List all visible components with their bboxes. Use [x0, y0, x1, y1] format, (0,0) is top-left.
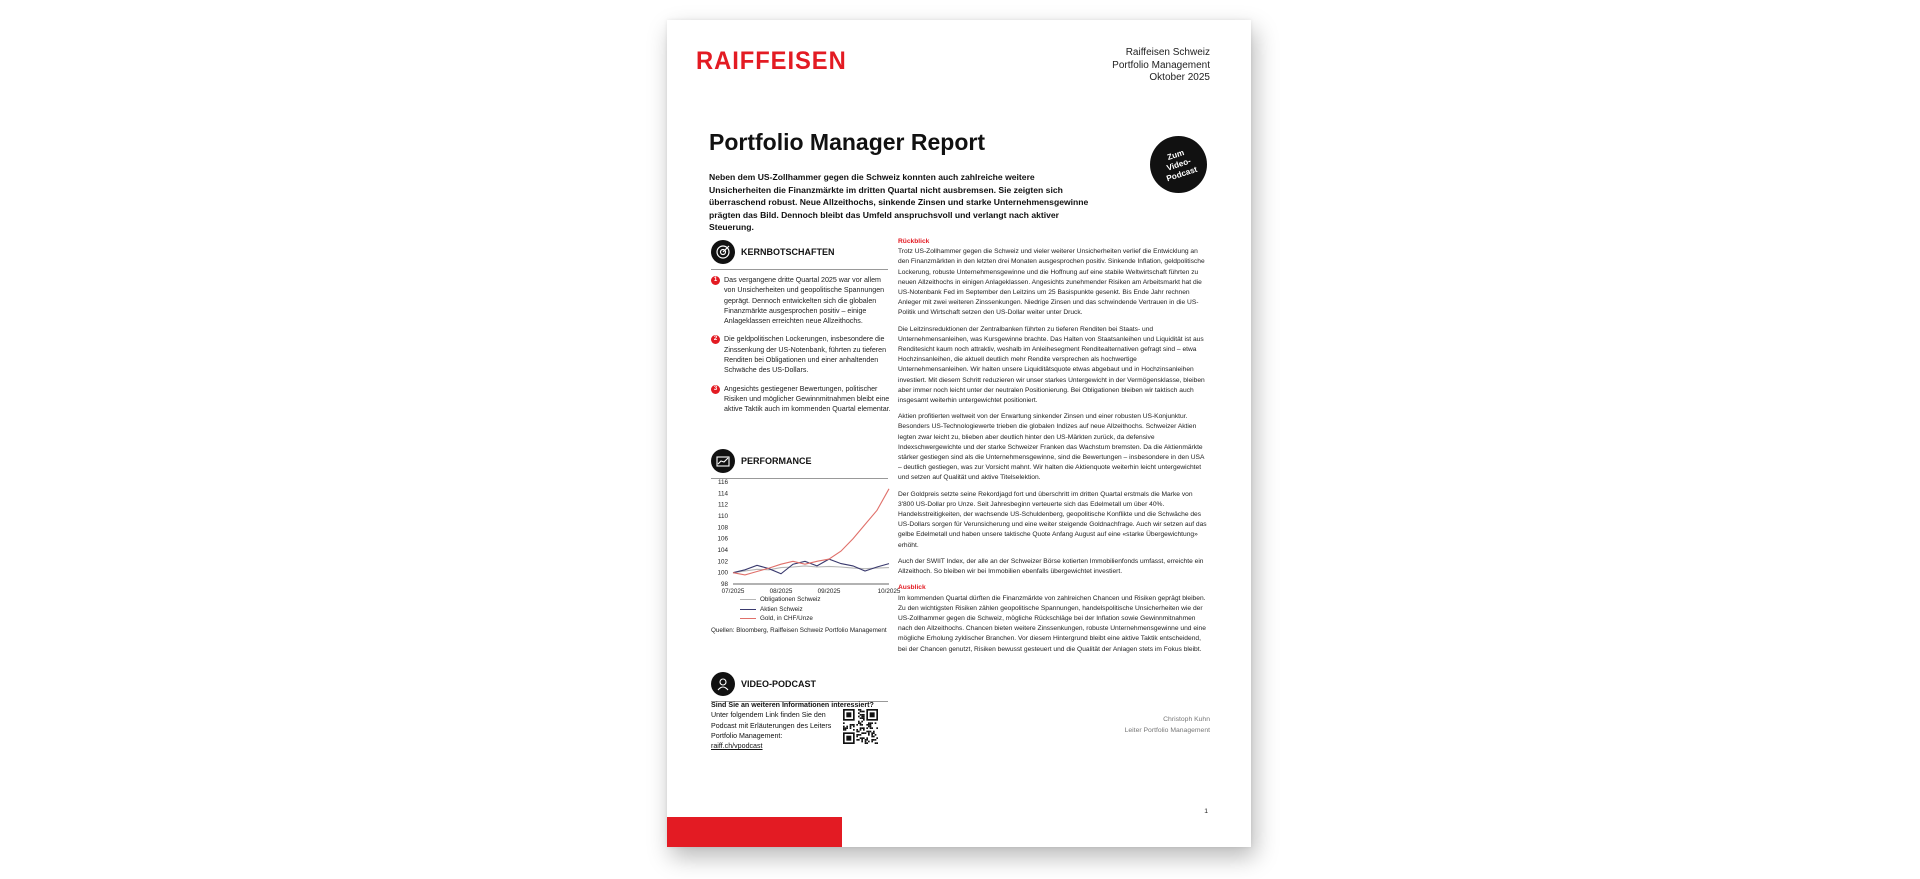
kernbotschaften-list [711, 275, 892, 423]
qr-module [858, 709, 860, 711]
qr-module [870, 722, 872, 724]
paragraph: Die Leitzinsreduktionen der Zentralbanken führten zu tieferen Renditen bei Staats- und Unternehmensanleihen, was Kursgewinne brachte. Das Halten von Staatsanleihen und Liquidität ist aus Renditesicht kaum noch attraktiv, weshalb im Anleihesegment Renditealternativen gefragt sind – etwa Hochzinsanleihen, die aktuell deutlich mehr Rendite versprechen als hochwertige Unternehmensanleihen. Wir halten unsere Liquiditätsquote etwas abgebaut und in Hochzinsanleihen investiert. Mit diesem Schritt reduzieren wir unser starkes Untergewicht in der Vermögensklasse, bleiben aber immer noch leicht unter der neutralen Positionierung. Bei Obligationen bleiben wir taktisch auch insgesamt weiterhin untergewichtet positioniert. [898, 325, 1205, 405]
qr-module [858, 712, 860, 714]
qr-module [870, 712, 875, 717]
qr-module [845, 729, 847, 731]
qr-module [876, 737, 878, 739]
qr-module [853, 729, 855, 731]
paragraph: Trotz US-Zollhammer gegen die Schweiz und vieler weiterer Unsicherheiten verlief die Entwicklung an den Finanzmärkten in den letzten drei Monaten ausgesprochen positiv. Sinkende Inflation, geldpolitische Lockerung, robuste Unternehmensgewinne und die Hoffnung auf eine stabile Weltwirtschaft führten zu neuen Allzeithochs in einigen Anlageklassen. Angesichts zunehmender Risiken am Arbeitsmarkt hat die US-Notenbank Fed im September den Leitzins um 25 Basispunkte gesenkt. Bis Ende Jahr rechnen Anleger mit zwei weiteren Zinssenkungen. Niedrige Zinsen und das schwindende Vertrauen in die US-Politik und Wirtschaft setzen den US-Dollar weiter unter Druck. [898, 248, 1205, 317]
qr-module [861, 716, 863, 718]
lead-paragraph: Neben dem US-Zollhammer gegen die Schweiz konnten auch zahlreiche weitere Unsicherheiten die Finanzmärkte im dritten Quartal nicht ausbremsen. Sie zeigten sich überraschend robust. Neue Allzeithochs, sinkende Zinsen und starke Unternehmensgewinne prägten das Bild. Dennoch bleibt das Umfeld anspruchsvoll und verlangt nach aktiver Steuerung. [709, 172, 1089, 233]
qr-module [865, 739, 867, 741]
qr-module [871, 739, 873, 741]
qr-module [850, 726, 852, 728]
qr-module [871, 722, 873, 724]
kernbotschaften-header [711, 240, 835, 264]
qr-module [856, 731, 858, 733]
qr-module [863, 711, 865, 713]
qr-module [861, 724, 863, 726]
legend-item [740, 605, 821, 615]
qr-module [866, 727, 868, 729]
qr-module [845, 727, 847, 729]
legend-swatch [740, 599, 756, 600]
performance-title: PERFORMANCE [741, 456, 812, 466]
qr-module [856, 739, 858, 741]
qr-module [860, 714, 862, 716]
paragraph: Im kommenden Quartal dürften die Finanzmärkte von zahlreichen Chancen und Risiken geprägt bleiben. Zu den wichtigsten Risiken zählen geopolitische Spannungen, handelspolitische Unsicherheiten wie der US-Zollhammer gegen die Schweiz, mögliche Rückschläge bei der Inflation sowie Gewinnmitnahmen nach den Allzeithochs. Chancen bieten weitere Zinssenkungen, robuste Unternehmensgewinne und eine mögliche Erholung zyklischer Branchen. Vor diesem Hintergrund bleibt eine aktive Taktik entscheidend, bei der Chancen genutzt, Risiken bewusst gesteuert und die Qualität der Anlagen stets im Fokus bleibt. [898, 594, 1206, 653]
videopodcast-question: Sind Sie an weiteren Informationen interessiert? [711, 701, 874, 709]
qr-module [846, 726, 848, 728]
footer-red-bar [667, 817, 842, 847]
x-tick-label: 10/2025 [877, 588, 901, 595]
qr-module [861, 717, 863, 719]
qr-module [863, 717, 865, 719]
qr-module [856, 724, 858, 726]
list-item [711, 275, 892, 326]
video-podcast-badge[interactable] [1150, 136, 1207, 193]
qr-module [860, 727, 862, 729]
qr-module [850, 724, 852, 726]
y-tick-label: 106 [717, 535, 728, 543]
qr-module [871, 736, 873, 738]
qr-module [868, 734, 870, 736]
qr-module [870, 731, 872, 733]
legend-swatch [740, 609, 756, 610]
raiffeisen-logo: RAIFFEISEN [696, 47, 847, 75]
legend-item [740, 614, 821, 624]
video-icon [711, 672, 735, 696]
y-tick-label: 110 [717, 513, 728, 520]
header-date: Oktober 2025 [1149, 72, 1210, 83]
paragraph: Auch der SWIIT Index, der alle an der Schweizer Börse kotierten Immobilienfonds umfasst, erreichte ein Allzeithoch. So bleiben wir bei Immobilien ebenfalls übergewichtet investiert. [898, 557, 1204, 576]
qr-module [861, 711, 863, 713]
item-number: 3 [711, 385, 720, 394]
item-number: 2 [711, 335, 720, 344]
item-number: 1 [711, 276, 720, 285]
qr-module [860, 711, 862, 713]
qr-module [870, 727, 872, 729]
qr-module [868, 722, 870, 724]
page-title: Portfolio Manager Report [709, 129, 986, 155]
qr-module [866, 739, 868, 741]
qr-module [843, 726, 845, 728]
qr-module [861, 737, 863, 739]
section-heading-rueckblick: Rückblick [898, 238, 930, 245]
qr-module [858, 731, 860, 733]
qr-module [875, 742, 877, 744]
y-tick-label: 116 [717, 479, 728, 486]
qr-module [858, 734, 860, 736]
legend-item [740, 595, 821, 605]
qr-module [866, 737, 868, 739]
y-tick-label: 98 [720, 581, 728, 588]
qr-module [861, 727, 863, 729]
qr-module [853, 726, 855, 728]
qr-module [861, 721, 863, 723]
qr-module [865, 742, 867, 744]
qr-module [858, 739, 860, 741]
qr-module [873, 739, 875, 741]
chart-sources: Quellen: Bloomberg, Raiffeisen Schweiz Portfolio Management [711, 627, 887, 634]
header-dept: Portfolio Management [1112, 59, 1210, 71]
qr-module [861, 741, 863, 743]
qr-module [875, 722, 877, 724]
qr-module [866, 731, 868, 733]
article-body [898, 237, 1208, 661]
chart-legend [740, 595, 821, 624]
kernbotschaften-title: KERNBOTSCHAFTEN [741, 247, 835, 257]
qr-module [856, 734, 858, 736]
performance-chart [711, 476, 901, 604]
qr-module [860, 724, 862, 726]
section-heading-ausblick: Ausblick [898, 584, 926, 592]
qr-module [860, 722, 862, 724]
qr-code-icon[interactable] [843, 709, 878, 744]
y-tick-label: 108 [717, 524, 728, 532]
qr-module [860, 729, 862, 731]
qr-module [870, 726, 872, 728]
qr-module [853, 724, 855, 726]
y-tick-label: 114 [717, 490, 728, 498]
qr-module [863, 729, 865, 731]
legend-label: Obligationen Schweiz [760, 596, 821, 603]
qr-module [858, 721, 860, 723]
series-line [733, 489, 889, 575]
qr-module [871, 734, 873, 736]
qr-module [865, 732, 867, 734]
qr-module [863, 716, 865, 718]
qr-module [860, 709, 862, 711]
qr-module [873, 736, 875, 738]
qr-module [873, 731, 875, 733]
qr-module [856, 736, 858, 738]
author-role: Leiter Portfolio Management [1124, 727, 1210, 734]
x-tick-label: 07/2025 [721, 588, 745, 595]
qr-module [858, 716, 860, 718]
paragraph: Aktien profitierten weltweit von der Erwartung sinkender Zinsen und einer robusten US-Konjunktur. Besonders US-Technologiewerte trieben die globalen Indizes auf neue Allzeithochs. Schweizer Aktien legten zwar leicht zu, blieben aber deutlich hinter den US-Märkten zurück, da defensive Indexschwergewichte und der starke Schweizer Franken das Wachstum bremsten. Da die Aktienmärkte stärker gestiegen sind als die Unternehmensgewinne, sind die Bewertungen – insbesondere in den USA – deutlich gestiegen, was zur Vorsicht mahnt. Wir halten die Aktienquote weiterhin leicht untergewichtet und setzen auf Qualität und aktive Titelselektion. [898, 413, 1205, 482]
item-text: Die geldpolitischen Lockerungen, insbesondere die Zinssenkung der US-Notenbank, führten zu tieferen Renditen bei Obligationen und einer anhaltenden Schwäche des US-Dollars. [724, 335, 887, 375]
paragraph: Der Goldpreis setzte seine Rekordjagd fort und überschritt im dritten Quartal erstmals die Marke von 3'800 US-Dollar pro Unze. Seit Jahresbeginn verteuerte sich das Edelmetall um über 40%. Handelsstreitigkeiten, der wachsende US-Schuldenberg, geopolitische Konflikte und die Schwäche des US-Dollars sorgen für Verunsicherung und eine weiter steigende Goldnachfrage. Auch wir setzen auf das gelbe Edelmetall und haben unsere taktische Quote Anfang August auf eine «starke Übergewichtung» erhöht. [898, 490, 1207, 549]
qr-module [843, 729, 845, 731]
qr-module [863, 719, 865, 721]
qr-module [843, 722, 845, 724]
qr-module [873, 732, 875, 734]
qr-module [868, 732, 870, 734]
qr-module [876, 742, 878, 744]
legend-label: Gold, in CHF/Unze [760, 615, 813, 622]
qr-module [875, 739, 877, 741]
qr-module [876, 727, 878, 729]
header-org: Raiffeisen Schweiz [1125, 47, 1210, 58]
qr-module [843, 727, 845, 729]
videopodcast-header [711, 672, 816, 696]
chart-icon [711, 449, 735, 473]
qr-module [851, 724, 853, 726]
list-item [711, 384, 892, 415]
y-tick-label: 104 [717, 547, 728, 554]
qr-module [868, 741, 870, 743]
qr-module [863, 732, 865, 734]
videopodcast-description: Unter folgendem Link finden Sie den Podcast mit Erläuterungen des Leiters Portfolio Management: [711, 711, 832, 740]
y-tick-label: 112 [717, 501, 728, 509]
item-text: Das vergangene dritte Quartal 2025 war vor allem von Unsicherheiten und geopolitische Spannungen geprägt. Dennoch entwickelten sich die globalen Finanzmärkte ausgesprochen positiv – einige Anlageklassen erreichten neue Allzeithochs. [724, 276, 885, 326]
qr-module [871, 741, 873, 743]
qr-module [860, 717, 862, 719]
qr-module [871, 732, 873, 734]
qr-module [875, 734, 877, 736]
videopodcast-title: VIDEO-PODCAST [741, 679, 817, 689]
header-meta [1112, 47, 1210, 85]
qr-module [858, 722, 860, 724]
qr-module [863, 714, 865, 716]
videopodcast-link[interactable]: raiff.ch/vpodcast [711, 742, 763, 751]
qr-module [868, 724, 870, 726]
qr-module [871, 727, 873, 729]
qr-module [861, 732, 863, 734]
qr-module [865, 741, 867, 743]
item-text: Angesichts gestiegener Bewertungen, politischer Risiken und möglicher Gewinnmitnahmen bleibt eine aktive Taktik auch im kommenden Quartal elementar. [724, 384, 891, 414]
x-tick-label: 09/2025 [817, 588, 841, 595]
qr-module [861, 739, 863, 741]
performance-header [711, 449, 812, 473]
qr-module [846, 712, 851, 717]
page-number: 1 [1204, 808, 1208, 815]
qr-module [846, 727, 848, 729]
qr-module [860, 737, 862, 739]
y-tick-label: 102 [717, 558, 728, 566]
qr-module [846, 736, 851, 741]
qr-module [866, 724, 868, 726]
y-tick-label: 100 [717, 569, 728, 577]
report-page [667, 20, 1251, 847]
list-item [711, 334, 892, 375]
target-icon [711, 240, 735, 264]
qr-module [870, 724, 872, 726]
qr-module [866, 742, 868, 744]
badge-label: Zum Video- Podcast [1164, 147, 1198, 183]
divider [711, 269, 888, 270]
qr-module [863, 737, 865, 739]
legend-label: Aktien Schweiz [760, 605, 803, 613]
author-name: Christoph Kuhn [1163, 716, 1210, 723]
legend-swatch [740, 618, 756, 619]
qr-module [868, 726, 870, 728]
qr-module [856, 729, 858, 731]
qr-module [868, 731, 870, 733]
author-signature [1125, 714, 1210, 736]
qr-module [850, 727, 852, 729]
videopodcast-text [711, 700, 911, 751]
qr-module [861, 714, 863, 716]
qr-module [863, 727, 865, 729]
x-tick-label: 08/2025 [769, 588, 793, 595]
qr-module [860, 734, 862, 736]
